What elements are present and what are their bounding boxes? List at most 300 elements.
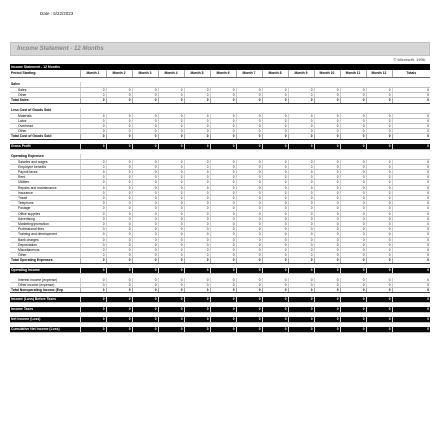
month-value-cell[interactable]: 0: [158, 129, 184, 134]
month-value-cell[interactable]: 0: [184, 201, 210, 206]
month-value-cell[interactable]: 0: [366, 253, 392, 258]
month-value-cell[interactable]: 0: [262, 222, 288, 227]
month-value-cell[interactable]: 0: [262, 307, 288, 313]
month-value-cell[interactable]: 0: [106, 248, 132, 253]
month-value-cell[interactable]: 0: [184, 232, 210, 237]
month-value-cell[interactable]: 0: [132, 164, 158, 169]
month-value-cell[interactable]: 0: [106, 164, 132, 169]
month-value-cell[interactable]: 0: [184, 88, 210, 93]
month-value-cell[interactable]: 0: [184, 282, 210, 287]
month-value-cell[interactable]: 0: [314, 98, 340, 103]
month-value-cell[interactable]: 0: [132, 88, 158, 93]
row-total-cell[interactable]: 0: [392, 93, 430, 98]
month-value-cell[interactable]: 0: [80, 175, 106, 180]
month-value-cell[interactable]: 0: [210, 297, 236, 303]
row-total-cell[interactable]: 0: [392, 288, 430, 293]
month-value-cell[interactable]: 0: [132, 113, 158, 118]
month-value-cell[interactable]: 0: [210, 327, 236, 333]
month-value-cell[interactable]: 0: [314, 129, 340, 134]
month-value-cell[interactable]: 0: [236, 196, 262, 201]
month-value-cell[interactable]: 0: [210, 88, 236, 93]
month-value-cell[interactable]: 0: [366, 201, 392, 206]
month-value-cell[interactable]: 0: [262, 164, 288, 169]
month-value-cell[interactable]: 0: [158, 253, 184, 258]
row-total-cell[interactable]: 0: [392, 196, 430, 201]
month-value-cell[interactable]: 0: [106, 211, 132, 216]
month-value-cell[interactable]: 0: [210, 124, 236, 129]
month-value-cell[interactable]: 0: [106, 206, 132, 211]
month-value-cell[interactable]: 0: [262, 206, 288, 211]
month-value-cell[interactable]: 0: [210, 278, 236, 283]
row-total-cell[interactable]: 0: [392, 175, 430, 180]
row-total-cell[interactable]: 0: [392, 227, 430, 232]
row-total-cell[interactable]: 0: [392, 190, 430, 195]
month-value-cell[interactable]: 0: [184, 206, 210, 211]
month-value-cell[interactable]: 0: [106, 278, 132, 283]
month-value-cell[interactable]: 0: [158, 144, 184, 150]
month-value-cell[interactable]: 0: [106, 98, 132, 103]
month-value-cell[interactable]: 0: [340, 297, 366, 303]
month-value-cell[interactable]: 0: [262, 118, 288, 123]
month-value-cell[interactable]: 0: [210, 113, 236, 118]
month-value-cell[interactable]: 0: [132, 232, 158, 237]
month-value-cell[interactable]: 0: [366, 288, 392, 293]
row-total-cell[interactable]: 0: [392, 297, 430, 303]
month-value-cell[interactable]: 0: [106, 185, 132, 190]
month-value-cell[interactable]: 0: [236, 113, 262, 118]
month-value-cell[interactable]: 0: [158, 258, 184, 263]
month-value-cell[interactable]: 0: [366, 268, 392, 274]
month-value-cell[interactable]: 0: [184, 180, 210, 185]
month-value-cell[interactable]: 0: [132, 124, 158, 129]
row-total-cell[interactable]: 0: [392, 170, 430, 175]
month-value-cell[interactable]: 0: [366, 175, 392, 180]
month-value-cell[interactable]: 0: [132, 190, 158, 195]
month-value-cell[interactable]: 0: [184, 327, 210, 333]
month-value-cell[interactable]: 0: [132, 211, 158, 216]
month-value-cell[interactable]: 0: [106, 237, 132, 242]
month-value-cell[interactable]: 0: [366, 258, 392, 263]
month-value-cell[interactable]: 0: [236, 237, 262, 242]
month-value-cell[interactable]: 0: [80, 227, 106, 232]
month-value-cell[interactable]: 0: [132, 248, 158, 253]
row-total-cell[interactable]: 0: [392, 98, 430, 103]
month-value-cell[interactable]: 0: [236, 118, 262, 123]
month-value-cell[interactable]: 0: [106, 317, 132, 323]
month-value-cell[interactable]: 0: [288, 288, 314, 293]
month-value-cell[interactable]: 0: [288, 327, 314, 333]
month-value-cell[interactable]: 0: [340, 170, 366, 175]
row-total-cell[interactable]: 0: [392, 282, 430, 287]
month-value-cell[interactable]: 0: [288, 124, 314, 129]
month-value-cell[interactable]: 0: [210, 237, 236, 242]
month-value-cell[interactable]: 0: [106, 216, 132, 221]
month-value-cell[interactable]: 0: [158, 288, 184, 293]
month-value-cell[interactable]: 0: [132, 242, 158, 247]
month-value-cell[interactable]: 0: [288, 190, 314, 195]
month-value-cell[interactable]: 0: [314, 134, 340, 139]
month-value-cell[interactable]: 0: [210, 288, 236, 293]
row-total-cell[interactable]: 0: [392, 113, 430, 118]
month-value-cell[interactable]: 0: [106, 258, 132, 263]
month-value-cell[interactable]: 0: [236, 159, 262, 164]
month-value-cell[interactable]: 0: [314, 93, 340, 98]
month-value-cell[interactable]: 0: [236, 206, 262, 211]
month-value-cell[interactable]: 0: [262, 88, 288, 93]
month-value-cell[interactable]: 0: [80, 232, 106, 237]
month-value-cell[interactable]: 0: [366, 317, 392, 323]
month-value-cell[interactable]: 0: [262, 170, 288, 175]
month-value-cell[interactable]: 0: [288, 282, 314, 287]
month-value-cell[interactable]: 0: [262, 327, 288, 333]
month-value-cell[interactable]: 0: [132, 159, 158, 164]
month-value-cell[interactable]: 0: [236, 248, 262, 253]
month-value-cell[interactable]: 0: [288, 185, 314, 190]
month-value-cell[interactable]: 0: [132, 175, 158, 180]
month-value-cell[interactable]: 0: [210, 175, 236, 180]
month-value-cell[interactable]: 0: [236, 180, 262, 185]
month-value-cell[interactable]: 0: [210, 129, 236, 134]
month-value-cell[interactable]: 0: [80, 185, 106, 190]
row-total-cell[interactable]: 0: [392, 253, 430, 258]
month-value-cell[interactable]: 0: [340, 113, 366, 118]
month-value-cell[interactable]: 0: [288, 206, 314, 211]
month-value-cell[interactable]: 0: [80, 237, 106, 242]
month-value-cell[interactable]: 0: [158, 124, 184, 129]
month-value-cell[interactable]: 0: [210, 190, 236, 195]
month-value-cell[interactable]: 0: [158, 164, 184, 169]
month-value-cell[interactable]: 0: [158, 134, 184, 139]
month-value-cell[interactable]: 0: [80, 98, 106, 103]
month-value-cell[interactable]: 0: [288, 93, 314, 98]
month-value-cell[interactable]: 0: [236, 242, 262, 247]
month-value-cell[interactable]: 0: [106, 88, 132, 93]
month-value-cell[interactable]: 0: [340, 327, 366, 333]
month-value-cell[interactable]: 0: [236, 98, 262, 103]
month-value-cell[interactable]: 0: [158, 282, 184, 287]
month-value-cell[interactable]: 0: [366, 216, 392, 221]
month-value-cell[interactable]: 0: [366, 118, 392, 123]
month-value-cell[interactable]: 0: [236, 232, 262, 237]
month-value-cell[interactable]: 0: [106, 297, 132, 303]
month-value-cell[interactable]: 0: [80, 211, 106, 216]
month-value-cell[interactable]: 0: [340, 134, 366, 139]
row-total-cell[interactable]: 0: [392, 222, 430, 227]
month-value-cell[interactable]: 0: [184, 124, 210, 129]
month-value-cell[interactable]: 0: [158, 232, 184, 237]
month-value-cell[interactable]: 0: [236, 201, 262, 206]
month-value-cell[interactable]: 0: [210, 93, 236, 98]
month-value-cell[interactable]: 0: [210, 170, 236, 175]
month-value-cell[interactable]: 0: [184, 118, 210, 123]
row-total-cell[interactable]: 0: [392, 237, 430, 242]
month-value-cell[interactable]: 0: [210, 144, 236, 150]
month-value-cell[interactable]: 0: [210, 232, 236, 237]
month-value-cell[interactable]: 0: [184, 196, 210, 201]
month-value-cell[interactable]: 0: [340, 232, 366, 237]
month-value-cell[interactable]: 0: [106, 170, 132, 175]
month-value-cell[interactable]: 0: [340, 258, 366, 263]
month-value-cell[interactable]: 0: [314, 196, 340, 201]
month-value-cell[interactable]: 0: [106, 129, 132, 134]
month-value-cell[interactable]: 0: [158, 317, 184, 323]
month-value-cell[interactable]: 0: [210, 248, 236, 253]
month-value-cell[interactable]: 0: [80, 144, 106, 150]
row-total-cell[interactable]: 0: [392, 144, 430, 150]
month-value-cell[interactable]: 0: [184, 98, 210, 103]
month-value-cell[interactable]: 0: [288, 248, 314, 253]
month-value-cell[interactable]: 0: [314, 118, 340, 123]
month-value-cell[interactable]: 0: [236, 93, 262, 98]
month-value-cell[interactable]: 0: [340, 124, 366, 129]
month-value-cell[interactable]: 0: [340, 164, 366, 169]
row-total-cell[interactable]: 0: [392, 129, 430, 134]
month-value-cell[interactable]: 0: [366, 124, 392, 129]
month-value-cell[interactable]: 0: [366, 170, 392, 175]
month-value-cell[interactable]: 0: [184, 307, 210, 313]
month-value-cell[interactable]: 0: [80, 180, 106, 185]
month-value-cell[interactable]: 0: [158, 118, 184, 123]
month-value-cell[interactable]: 0: [158, 327, 184, 333]
month-value-cell[interactable]: 0: [132, 268, 158, 274]
month-value-cell[interactable]: 0: [340, 201, 366, 206]
month-value-cell[interactable]: 0: [210, 118, 236, 123]
month-value-cell[interactable]: 0: [366, 232, 392, 237]
month-value-cell[interactable]: 0: [210, 317, 236, 323]
month-value-cell[interactable]: 0: [262, 113, 288, 118]
month-value-cell[interactable]: 0: [132, 185, 158, 190]
month-value-cell[interactable]: 0: [262, 180, 288, 185]
month-value-cell[interactable]: 0: [132, 93, 158, 98]
month-value-cell[interactable]: 0: [366, 134, 392, 139]
month-value-cell[interactable]: 0: [158, 248, 184, 253]
month-value-cell[interactable]: 0: [132, 170, 158, 175]
month-value-cell[interactable]: 0: [184, 170, 210, 175]
month-value-cell[interactable]: 0: [210, 201, 236, 206]
month-value-cell[interactable]: 0: [80, 216, 106, 221]
row-total-cell[interactable]: 0: [392, 180, 430, 185]
row-total-cell[interactable]: 0: [392, 317, 430, 323]
month-value-cell[interactable]: 0: [210, 268, 236, 274]
month-value-cell[interactable]: 0: [158, 190, 184, 195]
month-value-cell[interactable]: 0: [236, 129, 262, 134]
month-value-cell[interactable]: 0: [132, 206, 158, 211]
month-value-cell[interactable]: 0: [80, 201, 106, 206]
month-value-cell[interactable]: 0: [236, 278, 262, 283]
month-value-cell[interactable]: 0: [184, 164, 210, 169]
month-value-cell[interactable]: 0: [158, 268, 184, 274]
month-value-cell[interactable]: 0: [288, 232, 314, 237]
month-value-cell[interactable]: 0: [236, 258, 262, 263]
month-value-cell[interactable]: 0: [340, 288, 366, 293]
month-value-cell[interactable]: 0: [80, 297, 106, 303]
month-value-cell[interactable]: 0: [210, 206, 236, 211]
month-value-cell[interactable]: 0: [366, 93, 392, 98]
month-value-cell[interactable]: 0: [106, 268, 132, 274]
month-value-cell[interactable]: 0: [80, 242, 106, 247]
month-value-cell[interactable]: 0: [158, 185, 184, 190]
month-value-cell[interactable]: 0: [366, 144, 392, 150]
month-value-cell[interactable]: 0: [158, 242, 184, 247]
month-value-cell[interactable]: 0: [340, 278, 366, 283]
month-value-cell[interactable]: 0: [262, 190, 288, 195]
row-total-cell[interactable]: 0: [392, 327, 430, 333]
month-value-cell[interactable]: 0: [210, 98, 236, 103]
month-value-cell[interactable]: 0: [288, 307, 314, 313]
month-value-cell[interactable]: 0: [158, 278, 184, 283]
month-value-cell[interactable]: 0: [314, 222, 340, 227]
month-value-cell[interactable]: 0: [236, 216, 262, 221]
month-value-cell[interactable]: 0: [314, 164, 340, 169]
month-value-cell[interactable]: 0: [184, 297, 210, 303]
row-total-cell[interactable]: 0: [392, 185, 430, 190]
month-value-cell[interactable]: 0: [288, 242, 314, 247]
month-value-cell[interactable]: 0: [132, 216, 158, 221]
month-value-cell[interactable]: 0: [262, 185, 288, 190]
month-value-cell[interactable]: 0: [366, 206, 392, 211]
month-value-cell[interactable]: 0: [184, 185, 210, 190]
month-value-cell[interactable]: 0: [184, 288, 210, 293]
month-value-cell[interactable]: 0: [262, 124, 288, 129]
month-value-cell[interactable]: 0: [314, 253, 340, 258]
month-value-cell[interactable]: 0: [132, 180, 158, 185]
month-value-cell[interactable]: 0: [288, 196, 314, 201]
month-value-cell[interactable]: 0: [106, 118, 132, 123]
month-value-cell[interactable]: 0: [262, 216, 288, 221]
month-value-cell[interactable]: 0: [132, 134, 158, 139]
month-value-cell[interactable]: 0: [158, 88, 184, 93]
month-value-cell[interactable]: 0: [340, 237, 366, 242]
month-value-cell[interactable]: 0: [210, 227, 236, 232]
month-value-cell[interactable]: 0: [314, 327, 340, 333]
month-value-cell[interactable]: 0: [340, 253, 366, 258]
month-value-cell[interactable]: 0: [262, 248, 288, 253]
month-value-cell[interactable]: 0: [80, 278, 106, 283]
month-value-cell[interactable]: 0: [366, 190, 392, 195]
month-value-cell[interactable]: 0: [288, 268, 314, 274]
month-value-cell[interactable]: 0: [184, 253, 210, 258]
month-value-cell[interactable]: 0: [80, 268, 106, 274]
month-value-cell[interactable]: 0: [340, 88, 366, 93]
month-value-cell[interactable]: 0: [236, 327, 262, 333]
month-value-cell[interactable]: 0: [288, 216, 314, 221]
month-value-cell[interactable]: 0: [262, 98, 288, 103]
month-value-cell[interactable]: 0: [262, 211, 288, 216]
month-value-cell[interactable]: 0: [106, 242, 132, 247]
month-value-cell[interactable]: 0: [366, 242, 392, 247]
month-value-cell[interactable]: 0: [184, 113, 210, 118]
month-value-cell[interactable]: 0: [184, 159, 210, 164]
month-value-cell[interactable]: 0: [236, 222, 262, 227]
month-value-cell[interactable]: 0: [262, 288, 288, 293]
month-value-cell[interactable]: 0: [210, 134, 236, 139]
month-value-cell[interactable]: 0: [80, 222, 106, 227]
month-value-cell[interactable]: 0: [314, 113, 340, 118]
month-value-cell[interactable]: 0: [366, 222, 392, 227]
month-value-cell[interactable]: 0: [314, 216, 340, 221]
month-value-cell[interactable]: 0: [80, 288, 106, 293]
month-value-cell[interactable]: 0: [366, 227, 392, 232]
month-value-cell[interactable]: 0: [210, 211, 236, 216]
month-value-cell[interactable]: 0: [340, 180, 366, 185]
month-value-cell[interactable]: 0: [80, 282, 106, 287]
month-value-cell[interactable]: 0: [158, 216, 184, 221]
month-value-cell[interactable]: 0: [158, 307, 184, 313]
month-value-cell[interactable]: 0: [158, 180, 184, 185]
row-total-cell[interactable]: 0: [392, 124, 430, 129]
month-value-cell[interactable]: 0: [288, 278, 314, 283]
month-value-cell[interactable]: 0: [184, 134, 210, 139]
month-value-cell[interactable]: 0: [340, 317, 366, 323]
month-value-cell[interactable]: 0: [106, 113, 132, 118]
month-value-cell[interactable]: 0: [314, 232, 340, 237]
month-value-cell[interactable]: 0: [340, 248, 366, 253]
month-value-cell[interactable]: 0: [314, 268, 340, 274]
month-value-cell[interactable]: 0: [184, 144, 210, 150]
month-value-cell[interactable]: 0: [80, 129, 106, 134]
month-value-cell[interactable]: 0: [236, 175, 262, 180]
month-value-cell[interactable]: 0: [366, 211, 392, 216]
month-value-cell[interactable]: 0: [366, 159, 392, 164]
month-value-cell[interactable]: 0: [106, 124, 132, 129]
month-value-cell[interactable]: 0: [106, 175, 132, 180]
month-value-cell[interactable]: 0: [340, 129, 366, 134]
month-value-cell[interactable]: 0: [236, 288, 262, 293]
month-value-cell[interactable]: 0: [262, 134, 288, 139]
month-value-cell[interactable]: 0: [80, 196, 106, 201]
month-value-cell[interactable]: 0: [132, 288, 158, 293]
month-value-cell[interactable]: 0: [158, 297, 184, 303]
month-value-cell[interactable]: 0: [158, 159, 184, 164]
month-value-cell[interactable]: 0: [314, 190, 340, 195]
month-value-cell[interactable]: 0: [132, 196, 158, 201]
month-value-cell[interactable]: 0: [262, 258, 288, 263]
row-total-cell[interactable]: 0: [392, 248, 430, 253]
month-value-cell[interactable]: 0: [366, 297, 392, 303]
month-value-cell[interactable]: 0: [288, 88, 314, 93]
month-value-cell[interactable]: 0: [236, 190, 262, 195]
month-value-cell[interactable]: 0: [80, 206, 106, 211]
month-value-cell[interactable]: 0: [288, 258, 314, 263]
month-value-cell[interactable]: 0: [288, 317, 314, 323]
month-value-cell[interactable]: 0: [314, 206, 340, 211]
month-value-cell[interactable]: 0: [262, 282, 288, 287]
month-value-cell[interactable]: 0: [80, 93, 106, 98]
month-value-cell[interactable]: 0: [236, 124, 262, 129]
month-value-cell[interactable]: 0: [340, 307, 366, 313]
month-value-cell[interactable]: 0: [106, 144, 132, 150]
month-value-cell[interactable]: 0: [340, 185, 366, 190]
month-value-cell[interactable]: 0: [366, 307, 392, 313]
month-value-cell[interactable]: 0: [80, 113, 106, 118]
month-value-cell[interactable]: 0: [262, 232, 288, 237]
row-total-cell[interactable]: 0: [392, 159, 430, 164]
month-value-cell[interactable]: 0: [314, 248, 340, 253]
month-value-cell[interactable]: 0: [132, 201, 158, 206]
month-value-cell[interactable]: 0: [288, 129, 314, 134]
month-value-cell[interactable]: 0: [314, 317, 340, 323]
month-value-cell[interactable]: 0: [132, 222, 158, 227]
month-value-cell[interactable]: 0: [132, 297, 158, 303]
month-value-cell[interactable]: 0: [236, 253, 262, 258]
row-total-cell[interactable]: 0: [392, 307, 430, 313]
month-value-cell[interactable]: 0: [314, 288, 340, 293]
month-value-cell[interactable]: 0: [262, 175, 288, 180]
month-value-cell[interactable]: 0: [288, 222, 314, 227]
month-value-cell[interactable]: 0: [80, 134, 106, 139]
month-value-cell[interactable]: 0: [236, 88, 262, 93]
row-total-cell[interactable]: 0: [392, 258, 430, 263]
